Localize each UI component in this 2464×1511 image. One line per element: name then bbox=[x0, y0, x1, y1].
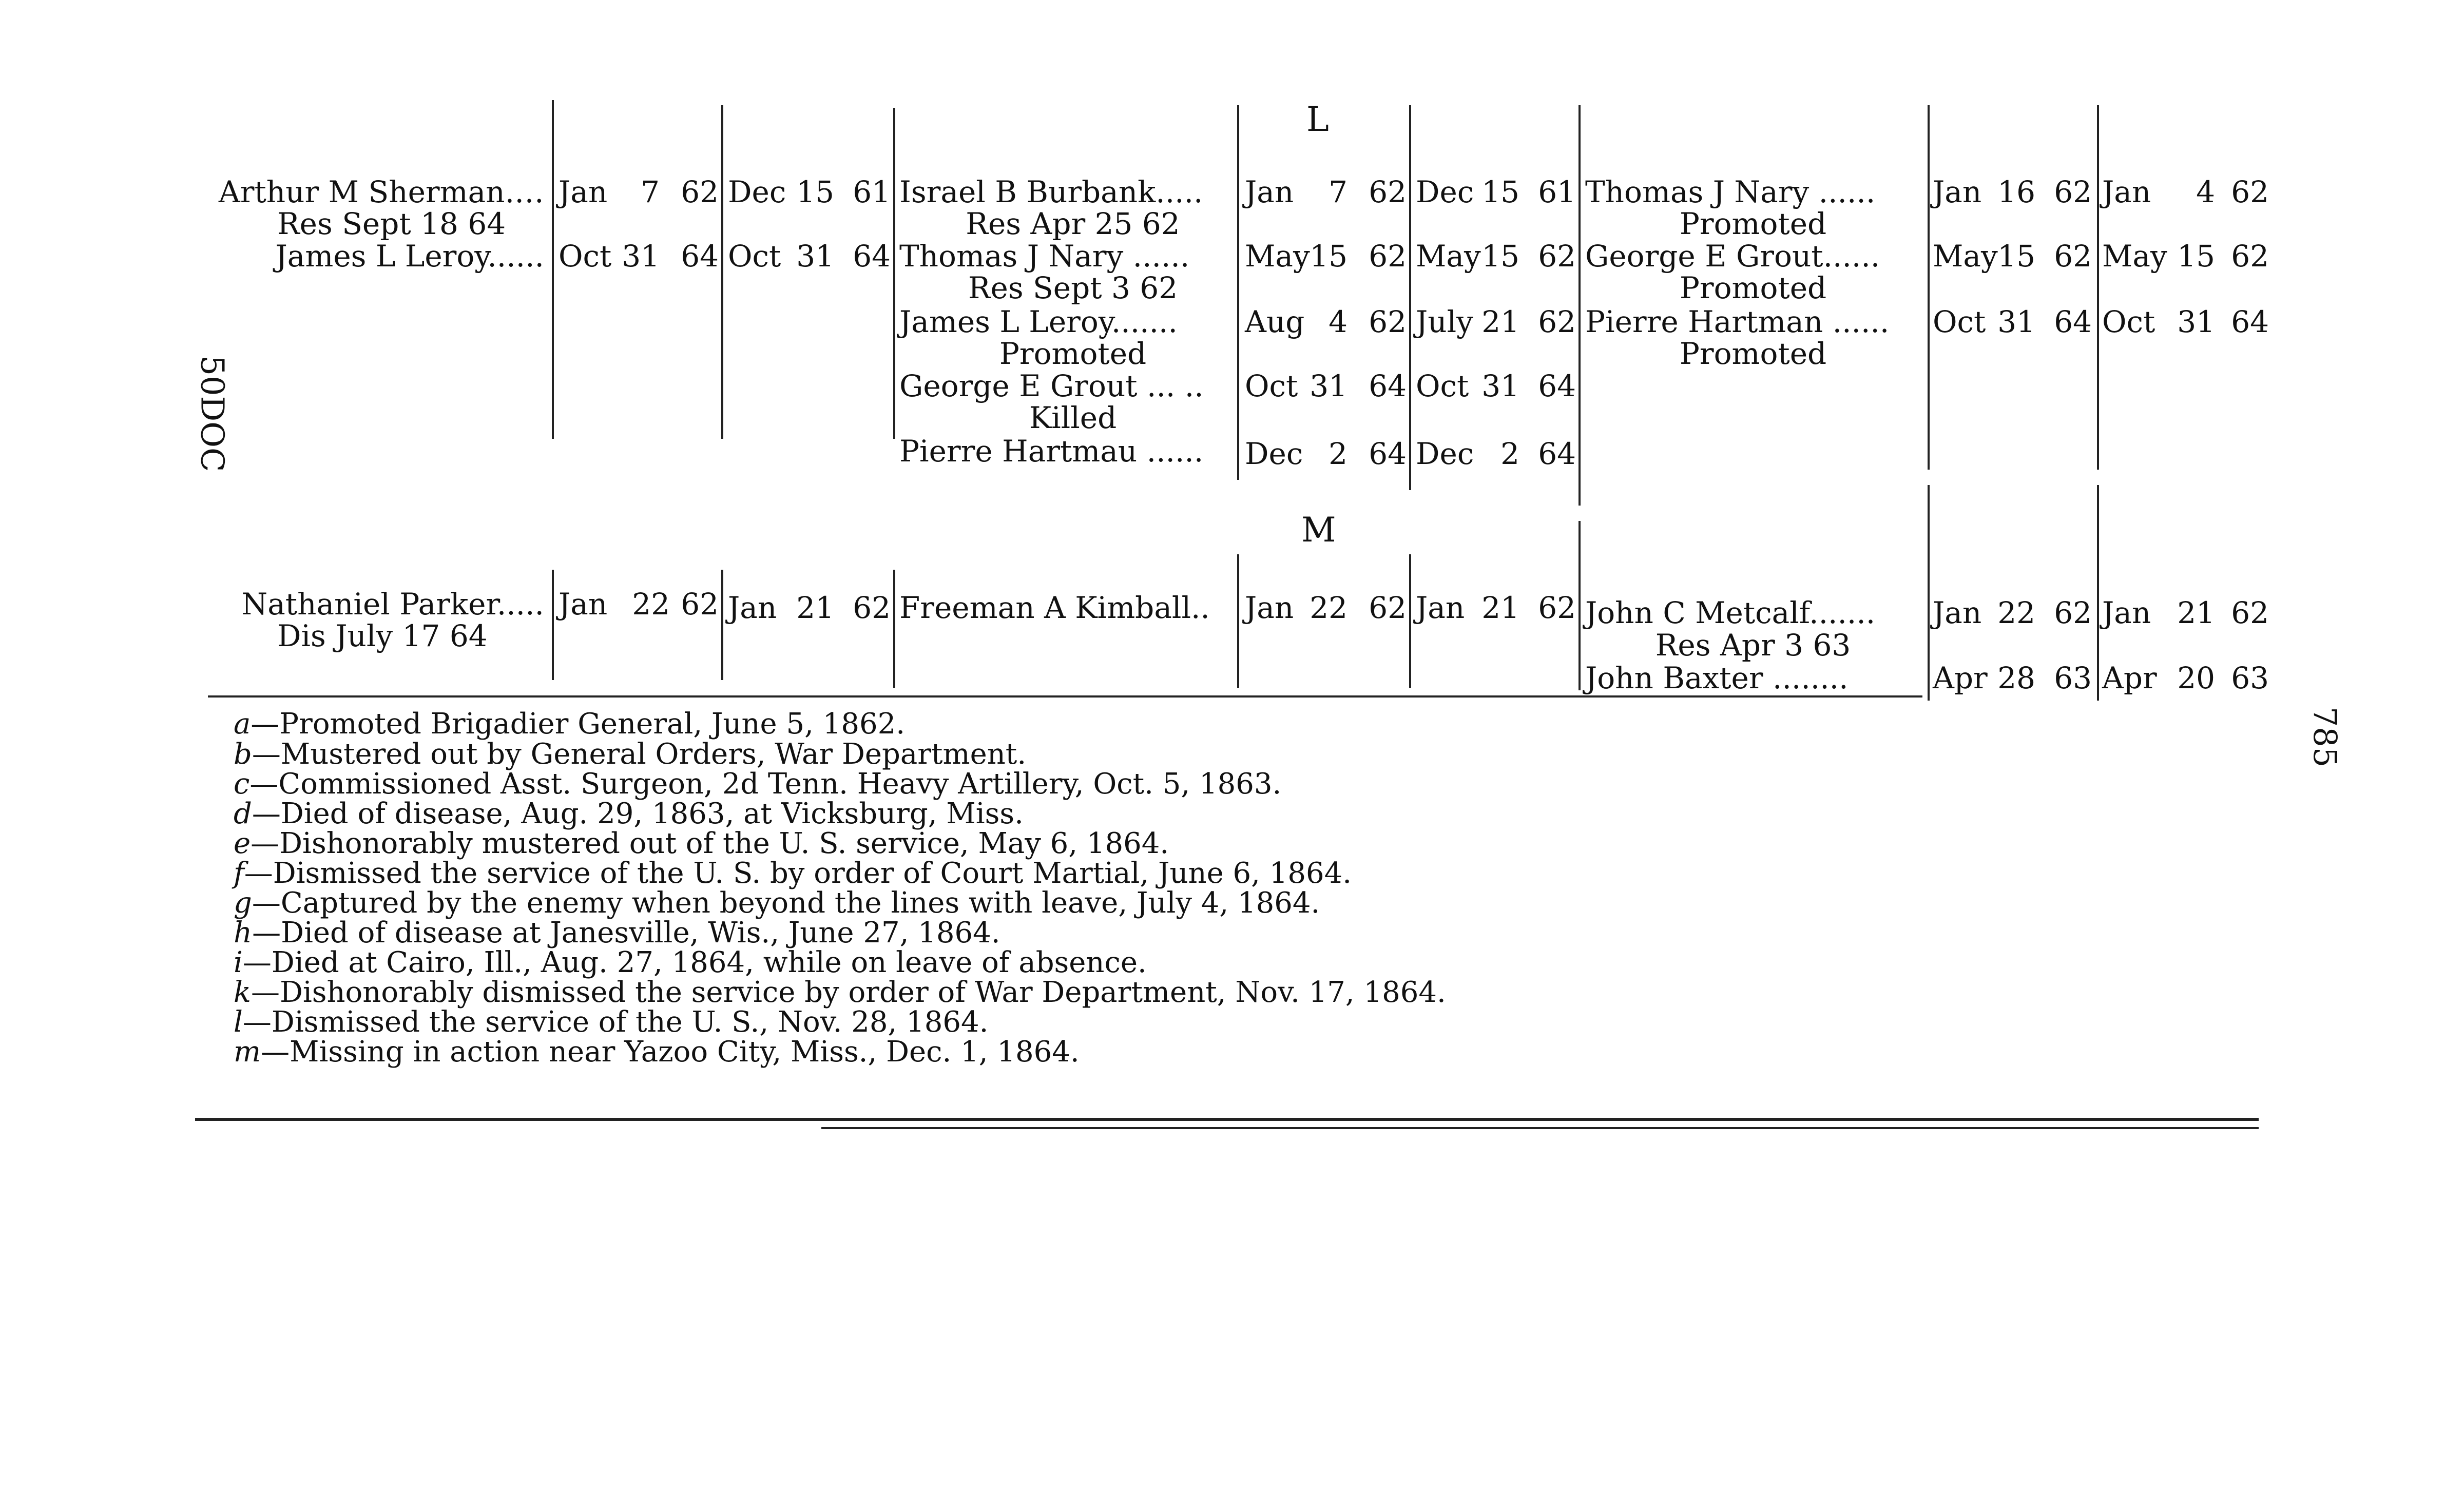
date-day: 21 bbox=[796, 590, 834, 625]
officer-note: Dis July 17 64 bbox=[277, 618, 488, 653]
column-rule bbox=[721, 105, 723, 439]
date-day: 15 bbox=[1481, 175, 1519, 209]
date-year: 62 bbox=[681, 175, 719, 209]
date-month: Oct bbox=[2102, 304, 2155, 339]
date-month: Apr bbox=[1933, 661, 1988, 695]
date-year: 62 bbox=[2054, 175, 2092, 209]
date-year: 62 bbox=[2054, 239, 2092, 274]
column-rule bbox=[721, 570, 723, 680]
date-year: 64 bbox=[1369, 369, 1407, 403]
column-rule bbox=[1237, 554, 1239, 688]
date-year: 62 bbox=[1369, 239, 1407, 274]
date-day: 31 bbox=[1310, 369, 1348, 403]
date-month: Jan bbox=[1416, 590, 1465, 625]
date-year: 61 bbox=[853, 175, 891, 209]
officer-note: Promoted bbox=[1679, 206, 1827, 241]
column-rule bbox=[1578, 105, 1581, 506]
date-year: 64 bbox=[2231, 304, 2269, 339]
officer-note: Promoted bbox=[1679, 270, 1827, 305]
date-month: Dec bbox=[1416, 436, 1474, 471]
officer-name: John C Metcalf....... bbox=[1585, 595, 1876, 630]
date-month: May bbox=[1245, 239, 1310, 274]
date-year: 64 bbox=[853, 239, 891, 274]
officer-name: George E Grout ... .. bbox=[899, 369, 1204, 403]
column-rule bbox=[2097, 485, 2099, 701]
date-year: 62 bbox=[1369, 175, 1407, 209]
footnote: g—Captured by the enemy when beyond the lines with leave, July 4, 1864. bbox=[234, 886, 1320, 920]
officer-note: Res Sept 3 62 bbox=[968, 270, 1178, 305]
date-month: Jan bbox=[559, 175, 608, 209]
officer-note: Res Apr 25 62 bbox=[966, 206, 1180, 241]
column-rule bbox=[1578, 521, 1581, 690]
date-year: 64 bbox=[681, 239, 719, 274]
page-number: 785 bbox=[2306, 706, 2344, 768]
footnote: m—Missing in action near Yazoo City, Miss., Dec. 1, 1864. bbox=[234, 1035, 1080, 1069]
date-year: 62 bbox=[1369, 304, 1407, 339]
section-letter-l: L bbox=[1306, 100, 1329, 139]
date-day: 22 bbox=[1310, 590, 1348, 625]
officer-name: George E Grout...... bbox=[1585, 239, 1880, 274]
officer-note: Res Apr 3 63 bbox=[1655, 628, 1851, 663]
date-day: 20 bbox=[2177, 661, 2215, 695]
officer-note: Promoted bbox=[1679, 336, 1827, 371]
date-year: 64 bbox=[1538, 436, 1576, 471]
date-year: 64 bbox=[2054, 304, 2092, 339]
date-year: 62 bbox=[2231, 595, 2269, 630]
officer-name: Freeman A Kimball.. bbox=[899, 590, 1210, 625]
date-month: Dec bbox=[728, 175, 786, 209]
column-rule bbox=[1928, 105, 1930, 470]
column-rule bbox=[2097, 105, 2099, 470]
date-year: 64 bbox=[1369, 436, 1407, 471]
column-rule bbox=[1928, 485, 1930, 701]
date-day: 7 bbox=[641, 175, 660, 209]
officer-name: Nathaniel Parker..... bbox=[241, 587, 544, 622]
footnote: k—Dishonorably dismissed the service by order of War Department, Nov. 17, 1864. bbox=[234, 976, 1446, 1009]
date-day: 31 bbox=[2177, 304, 2215, 339]
officer-note: Promoted bbox=[999, 336, 1147, 371]
officer-name: Pierre Hartmau ...... bbox=[899, 434, 1204, 469]
date-year: 62 bbox=[1538, 239, 1576, 274]
date-day: 21 bbox=[1481, 590, 1519, 625]
footnote: b—Mustered out by General Orders, War Department. bbox=[234, 738, 1027, 771]
officer-note: Killed bbox=[1029, 400, 1117, 435]
closing-rule bbox=[195, 1118, 2259, 1121]
column-rule bbox=[893, 570, 895, 688]
date-day: 2 bbox=[1329, 436, 1348, 471]
date-month: Oct bbox=[1416, 369, 1469, 403]
date-year: 64 bbox=[1538, 369, 1576, 403]
column-rule bbox=[1409, 105, 1411, 490]
table-bottom-rule bbox=[208, 695, 1922, 698]
date-day: 31 bbox=[1481, 369, 1519, 403]
footnote: c—Commissioned Asst. Surgeon, 2d Tenn. Heavy Artillery, Oct. 5, 1863. bbox=[234, 767, 1282, 801]
date-year: 62 bbox=[2054, 595, 2092, 630]
date-day: 16 bbox=[1997, 175, 2035, 209]
date-year: 62 bbox=[2231, 175, 2269, 209]
date-day: 15 bbox=[1997, 239, 2035, 274]
closing-rule bbox=[821, 1127, 2259, 1129]
date-month: Jan bbox=[728, 590, 777, 625]
footnote: d—Died of disease, Aug. 29, 1863, at Vicksburg, Miss. bbox=[234, 797, 1024, 830]
date-month: Oct bbox=[1933, 304, 1986, 339]
column-rule bbox=[552, 570, 554, 680]
date-day: 22 bbox=[632, 587, 670, 622]
date-month: May bbox=[1933, 239, 1998, 274]
officer-name: James L Leroy....... bbox=[899, 304, 1178, 339]
date-month: Jan bbox=[2102, 595, 2151, 630]
date-month: Jan bbox=[1245, 590, 1294, 625]
column-rule bbox=[893, 108, 895, 439]
officer-note: Res Sept 18 64 bbox=[277, 206, 506, 241]
date-month: May bbox=[1416, 239, 1481, 274]
date-month: Jan bbox=[559, 587, 608, 622]
margin-doc-label: 50DOC bbox=[194, 355, 232, 472]
date-month: July bbox=[1416, 304, 1473, 339]
date-month: Dec bbox=[1245, 436, 1303, 471]
date-day: 15 bbox=[2177, 239, 2215, 274]
officer-name: Israel B Burbank..... bbox=[899, 175, 1203, 209]
date-day: 31 bbox=[622, 239, 660, 274]
date-day: 4 bbox=[1329, 304, 1348, 339]
date-day: 22 bbox=[1997, 595, 2035, 630]
date-month: Jan bbox=[1933, 175, 1982, 209]
date-day: 2 bbox=[1500, 436, 1519, 471]
date-day: 21 bbox=[1481, 304, 1519, 339]
date-year: 62 bbox=[681, 587, 719, 622]
date-year: 62 bbox=[1369, 590, 1407, 625]
officer-name: Thomas J Nary ...... bbox=[899, 239, 1190, 274]
date-day: 15 bbox=[1481, 239, 1519, 274]
date-day: 28 bbox=[1997, 661, 2035, 695]
date-year: 63 bbox=[2231, 661, 2269, 695]
date-day: 7 bbox=[1329, 175, 1348, 209]
date-year: 61 bbox=[1538, 175, 1576, 209]
column-rule bbox=[552, 100, 554, 439]
date-month: Oct bbox=[559, 239, 612, 274]
date-month: Jan bbox=[1245, 175, 1294, 209]
date-month: Oct bbox=[728, 239, 781, 274]
date-year: 62 bbox=[853, 590, 891, 625]
officer-name: John Baxter ........ bbox=[1585, 661, 1849, 695]
date-year: 62 bbox=[1538, 304, 1576, 339]
officer-name: James L Leroy...... bbox=[275, 239, 544, 274]
officer-name: Pierre Hartman ...... bbox=[1585, 304, 1890, 339]
date-year: 62 bbox=[1538, 590, 1576, 625]
date-month: Jan bbox=[1933, 595, 1982, 630]
section-letter-m: M bbox=[1301, 510, 1336, 550]
date-day: 15 bbox=[796, 175, 834, 209]
footnote: e—Dishonorably mustered out of the U. S. service, May 6, 1864. bbox=[234, 827, 1169, 860]
footnote: f—Dismissed the service of the U. S. by order of Court Martial, June 6, 1864. bbox=[234, 857, 1352, 890]
footnote: i—Died at Cairo, Ill., Aug. 27, 1864, while on leave of absence. bbox=[234, 946, 1147, 979]
date-year: 63 bbox=[2054, 661, 2092, 695]
date-month: Oct bbox=[1245, 369, 1298, 403]
footnote: l—Dismissed the service of the U. S., Nov. 28, 1864. bbox=[234, 1005, 989, 1039]
date-month: Aug bbox=[1245, 304, 1305, 339]
date-day: 4 bbox=[2196, 175, 2215, 209]
officer-name: Thomas J Nary ...... bbox=[1585, 175, 1876, 209]
date-year: 62 bbox=[2231, 239, 2269, 274]
date-day: 15 bbox=[1310, 239, 1348, 274]
date-month: Dec bbox=[1416, 175, 1474, 209]
column-rule bbox=[1409, 554, 1411, 688]
officer-name: Arthur M Sherman.… bbox=[218, 175, 544, 209]
date-day: 31 bbox=[796, 239, 834, 274]
date-month: Jan bbox=[2102, 175, 2151, 209]
column-rule bbox=[1237, 105, 1239, 480]
date-month: Apr bbox=[2102, 661, 2157, 695]
date-day: 31 bbox=[1997, 304, 2035, 339]
footnote: a—Promoted Brigadier General, June 5, 1862. bbox=[234, 707, 906, 741]
date-month: May bbox=[2102, 239, 2167, 274]
date-day: 21 bbox=[2177, 595, 2215, 630]
footnote: h—Died of disease at Janesville, Wis., June 27, 1864. bbox=[234, 916, 1000, 950]
